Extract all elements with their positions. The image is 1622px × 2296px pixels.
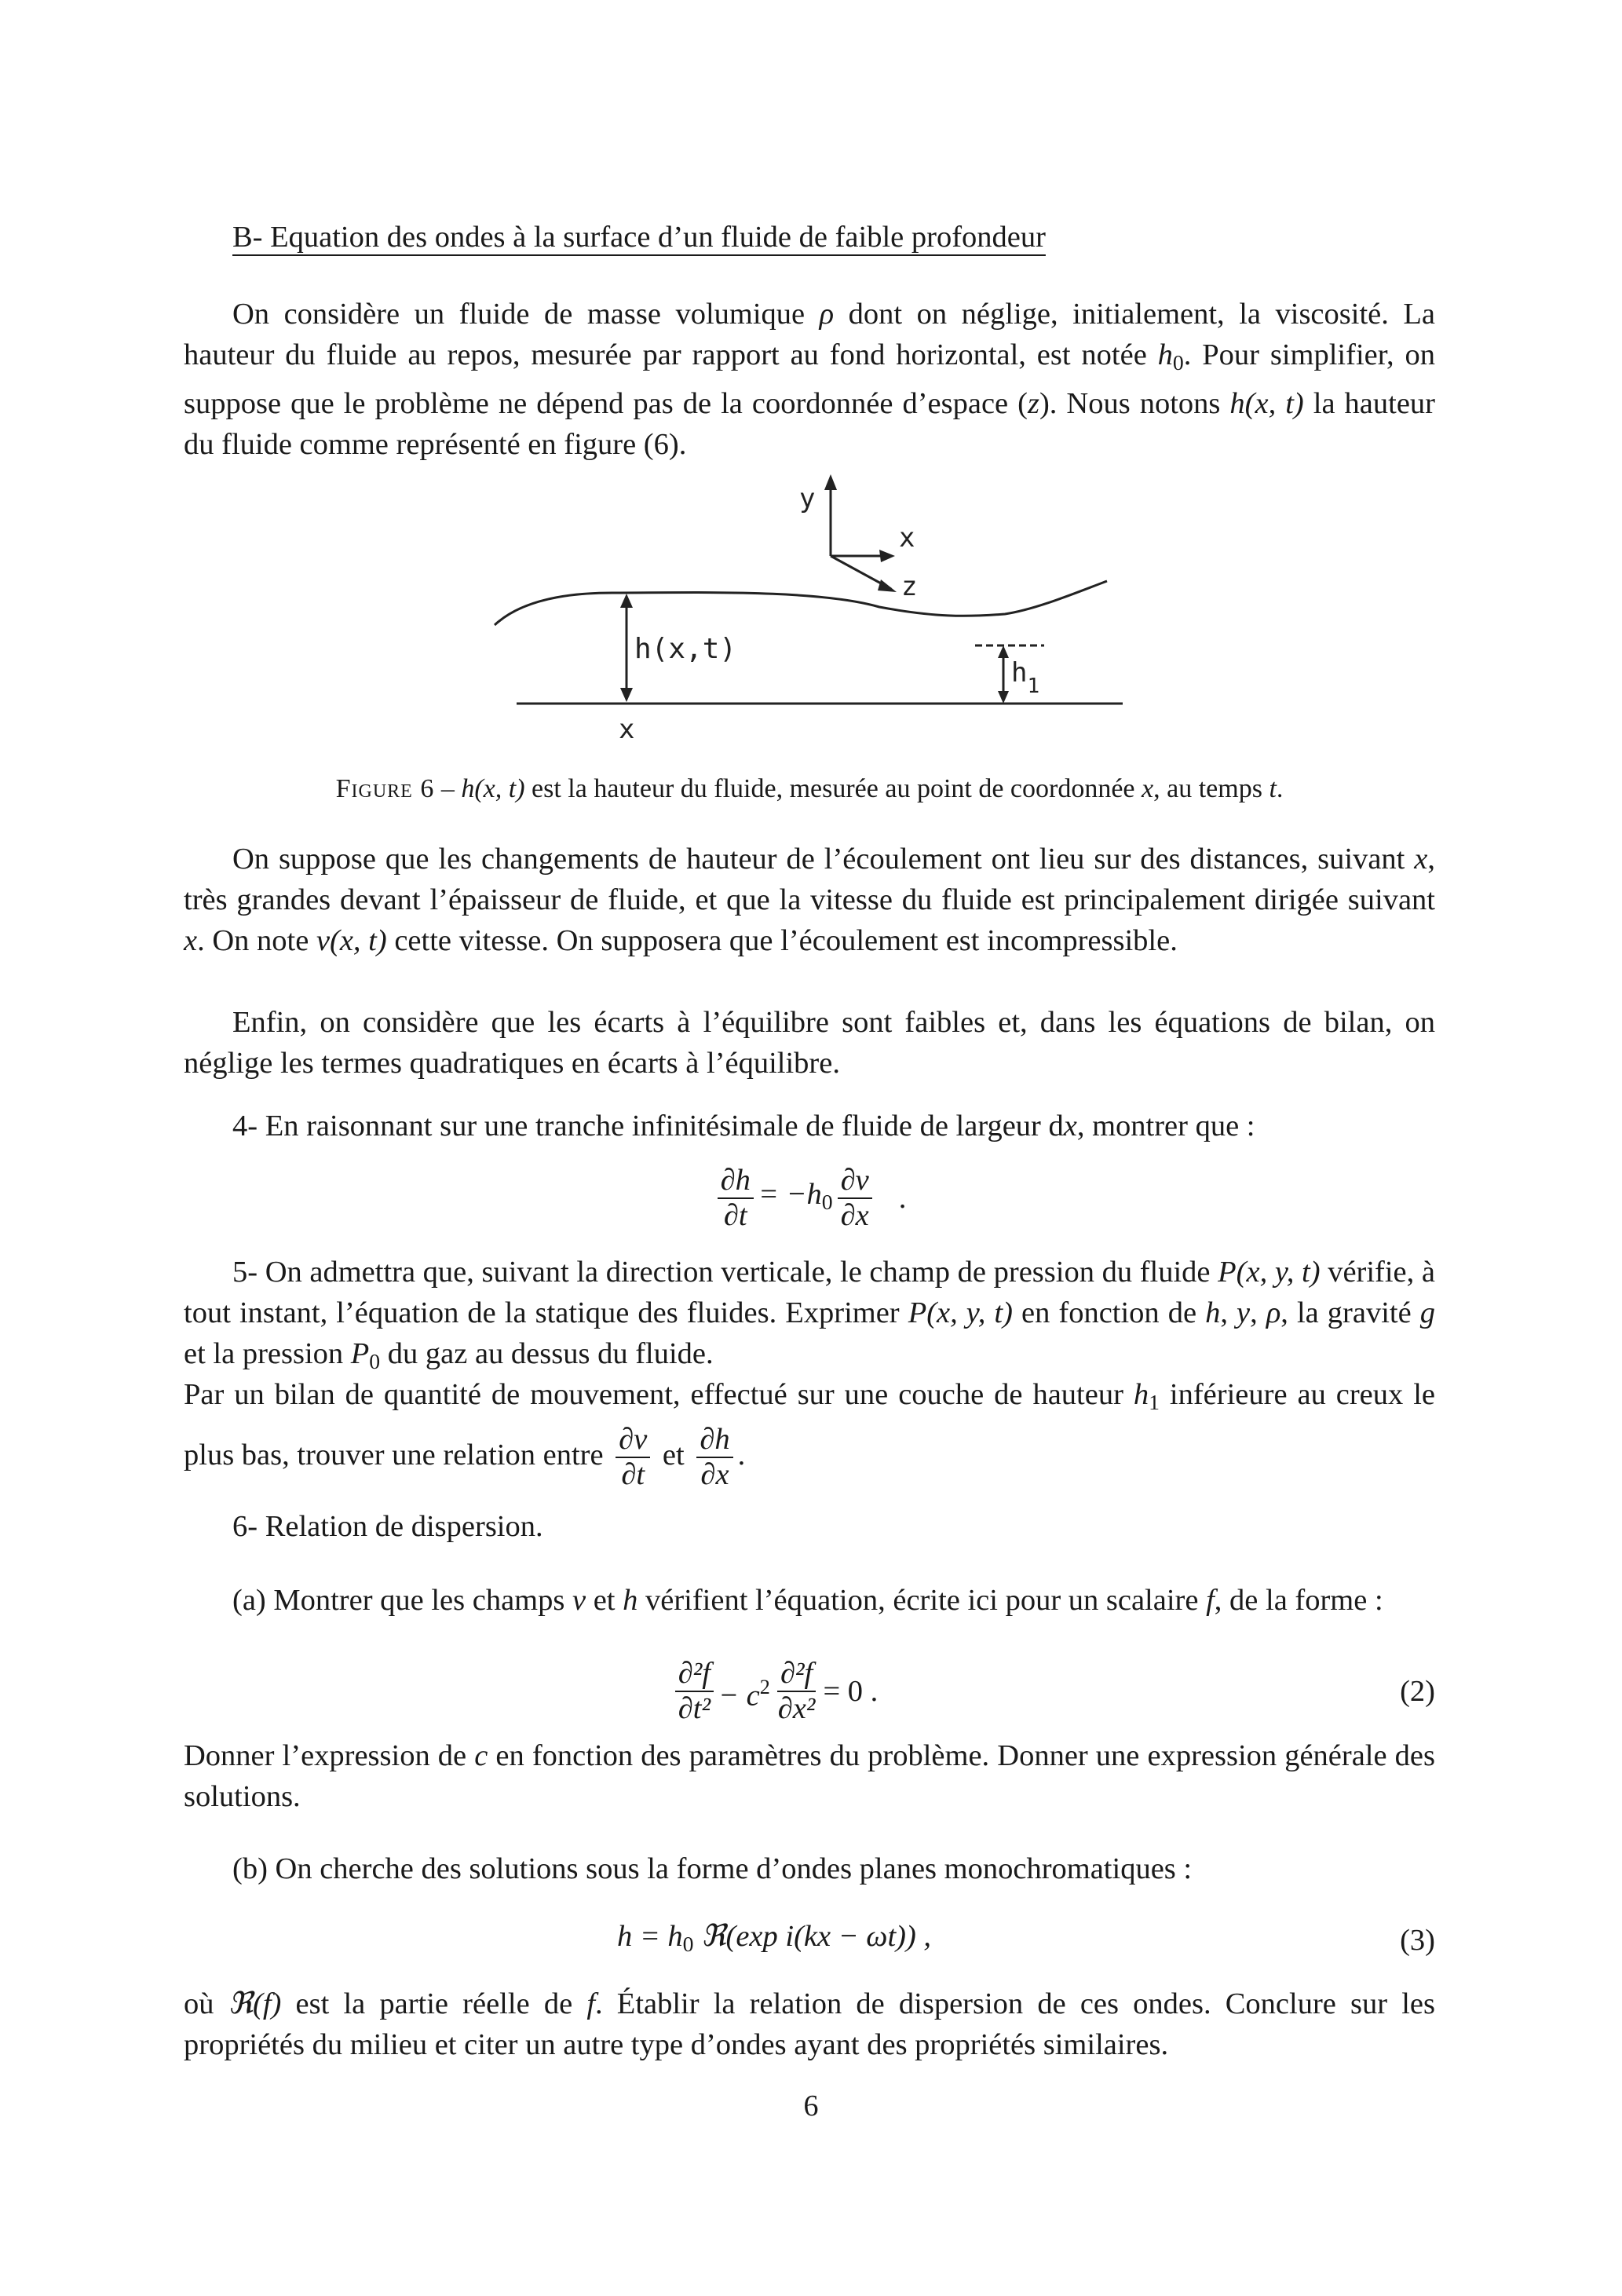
equation-3: $h = h_0$ ℜ(exp i(kx − ωt)) , (3) xyxy=(184,1916,1435,1965)
intro-paragraph: On considère un fluide de masse volumique ρ dont on néglige, initialement, la viscosité. La hauteur du fluide au repos, mesurée par rapport au fond horizontal, est notée $h_0$. Pour simplifier, on suppose que le problème ne dépend pas de la coordonnée d’espace (z). Nous notons h(x, t) la hauteur du fluide comme représenté en figure (6). xyxy=(184,298,1436,461)
equation-3-number: (3) xyxy=(1400,1923,1435,1957)
question-4-text: 4- En raisonnant sur une tranche infinitésimale de fluide de largeur dx, montrer que : xyxy=(232,1110,1255,1143)
equation-2: $\frac{\text{∂²f}}{\text{∂t²}}$ − $c^2$ $\frac{\text{∂²f}}{\text{∂x²}}$ = 0 . (2) xyxy=(184,1657,1435,1726)
axis-z-label: z xyxy=(901,571,918,602)
assumptions-paragraph: On suppose que les changements de hauteur de l’écoulement ont lieu sur des distances, suivant x, très grandes devant l’épaisseur de fluide, et que la vitesse du fluide est principalement dirigée suivant x. On note v(x, t) cette vitesse. On supposera que l’écoulement est incompressible. xyxy=(184,843,1435,957)
question-6-title: 6- Relation de dispersion. xyxy=(232,1510,543,1543)
question-6a-expression: Donner l’expression de c en fonction des paramètres du problème. Donner une expression générale des solutions. xyxy=(184,1739,1435,1813)
question-5-text: 5- On admettra que, suivant la direction verticale, le champ de pression du fluide P(x, y, t) vérifie, à tout instant, l’équation de la statique des fluides. Exprimer P(x, y, t) en fonction de h, y, ρ, la gravité g et la pression $P_0$ du gaz au dessus du fluide. xyxy=(184,1256,1435,1373)
figure-6-caption: Figure 6 – h(x, t) est la hauteur du fluide, mesurée au point de coordonnée x, au temps t. xyxy=(335,774,1284,803)
page-number: 6 xyxy=(803,2089,819,2122)
label-h-x-t: h(x,t) xyxy=(634,633,737,665)
axis-y-label: y xyxy=(799,483,816,514)
question-6b-conclusion: où ℜ(f) est la partie réelle de f. Établir la relation de dispersion de ces ondes. Conclure sur les propriétés du milieu et citer un autre type d’ondes ayant des propriétés similaires. xyxy=(184,1987,1435,2061)
question-6b-text: (b) On cherche des solutions sous la forme d’ondes planes monochromatiques : xyxy=(232,1852,1193,1885)
question-5-momentum: Par un bilan de quantité de mouvement, effectué sur une couche de hauteur $h_1$ inférieure au creux le plus bas, trouver une relation entre $\frac{\partial v}{\partial t}$ et $\frac{\partial h}{\partial x}$ . xyxy=(184,1378,1435,1492)
equation-4: $\frac{\partial h}{\partial t}$ = $-h_0$ $\frac{\partial v}{\partial x}$ . xyxy=(184,1164,1435,1233)
fluid-surface-curve xyxy=(495,581,1107,625)
section-heading: B- Equation des ondes à la surface d’un fluide de faible profondeur xyxy=(232,221,1046,254)
equilibrium-paragraph: Enfin, on considère que les écarts à l’équilibre sont faibles et, dans les équations de bilan, on néglige les termes quadratiques en écarts à l’équilibre. xyxy=(184,1006,1435,1080)
figure-6-fluid-diagram xyxy=(471,463,1138,746)
equation-2-number: (2) xyxy=(1400,1675,1435,1709)
question-6a-text: (a) Montrer que les champs v et h vérifient l’équation, écrite ici pour un scalaire f, de la forme : xyxy=(232,1584,1383,1617)
label-h1: $h_1$ xyxy=(1011,657,1040,698)
label-x-bottom: x xyxy=(619,714,635,745)
axis-x-label: x xyxy=(899,522,915,554)
